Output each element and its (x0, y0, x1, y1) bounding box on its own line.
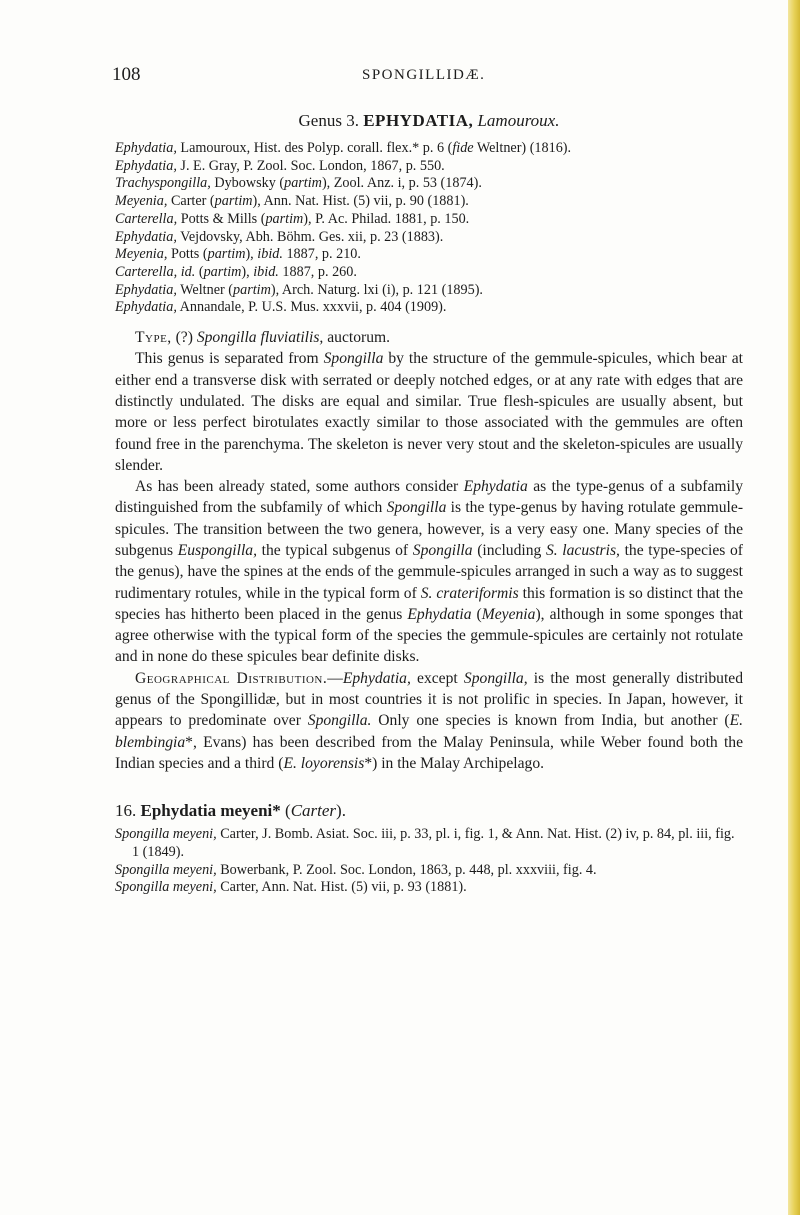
running-head (112, 64, 742, 86)
synonym-entry: Ephydatia, Weltner (partim), Arch. Naturg. lxi (i), p. 121 (1895). (115, 281, 483, 298)
species-number: 16. (115, 801, 137, 821)
page-content (115, 110, 743, 897)
synonym-entry: Ephydatia, J. E. Gray, P. Zool. Soc. London, 1867, p. 550. (115, 157, 445, 174)
type-paragraph: Type, (?) Spongilla fluviatilis, auctorum. (135, 329, 391, 347)
species-name: Ephydatia meyeni* (140, 801, 281, 821)
synonym-entry: Meyenia, Carter (partim), Ann. Nat. Hist. (5) vii, p. 90 (1881). (115, 193, 469, 210)
species-author: Carter (290, 801, 337, 821)
page-edge (788, 0, 800, 1215)
synonym-entry: Meyenia, Potts (partim), ibid. 1887, p. 210. (115, 246, 361, 263)
genus-heading (115, 110, 743, 132)
genus-synonymy (115, 140, 743, 317)
relationships-paragraph: As has been already stated, some authors consider Ephydatia as the type-genus of a subfamily distinguished from the subfamily of which Spongilla is the type-genus by having rotulate gemmule-spicules. The transition between the two genera, however, is a very easy one. Many species of the subgenus Euspongilla, the typical subgenus of Spongilla (including S. lacustris, the type-species of the genus), have the spines at the ends of the gemmule-spicules arranged in such a way as to suggest rudimentary rotules, while in the typical form of S. crateriformis this formation is so distinct that the species has hitherto been placed in the genus Ephydatia (Meyenia), although in some sponges that agree otherwise with the typical form of the species the gemmule-spicules are certainly not rotulate and in none do these spicules bear definite disks. (115, 478, 744, 666)
page-number: 108 (112, 64, 141, 85)
description-paragraph: This genus is separated from Spongilla by the structure of the gemmule-spicules, which bear at either end a transverse disk with serrated or deeply notched edges, or at any rate with edges that are distinctly undulated. The disks are equal and similar. True flesh-spicules are usually absent, but more or less perfect birotulates exactly similar to those associated with the gemmules are often found free in the parenchyma. The skeleton is never very stout and the skeleton-spicules are usually slender. (115, 350, 743, 474)
species-heading: 16. Ephydatia meyeni* (Carter). (115, 801, 346, 821)
synonym-entry: Trachyspongilla, Dybowsky (partim), Zool. Anz. i, p. 53 (1874). (115, 175, 482, 192)
species-synonym-entry: Spongilla meyeni, Bowerbank, P. Zool. Soc. London, 1863, p. 448, pl. xxxviii, fig. 4. (115, 861, 597, 878)
synonym-entry: Ephydatia, Annandale, P. U.S. Mus. xxxvii, p. 404 (1909). (115, 299, 447, 316)
running-title: SPONGILLIDÆ. (362, 67, 486, 83)
distribution-paragraph: Geographical Distribution.—Ephydatia, except Spongilla, is the most generally distributed genus of the Spongillidæ, but in most countries it is not prolific in species. In Japan, however, it appears to predominate over Spongilla. Only one species is known from India, but another (E. blembingia*, Evans) has been described from the Malay Peninsula, while Weber found both the Indian species and a third (E. loyorensis*) in the Malay Archipelago. (115, 669, 743, 772)
species-synonym-entry: Spongilla meyeni, Carter, Ann. Nat. Hist. (5) vii, p. 93 (1881). (115, 879, 467, 896)
synonym-entry: Ephydatia, Vejdovsky, Abh. Böhm. Ges. xii, p. 23 (1883). (115, 228, 444, 245)
genus-prefix: Genus 3. (298, 111, 359, 130)
genus-author: Lamouroux. (477, 111, 560, 130)
genus-name: EPHYDATIA, (363, 111, 474, 130)
synonym-entry: Ephydatia, Lamouroux, Hist. des Polyp. corall. flex.* p. 6 (fide Weltner) (1816). (115, 140, 572, 156)
species-synonymy (115, 826, 743, 897)
species-synonym-entry: Spongilla meyeni, Carter, J. Bomb. Asiat. Soc. iii, p. 33, pl. i, fig. 1, & Ann. Nat. Hist. (2) iv, p. 84, pl. iii, fig. 1 (1849). (115, 826, 735, 860)
synonym-entry: Carterella, id. (partim), ibid. 1887, p. 260. (115, 263, 357, 280)
synonym-entry: Carterella, Potts & Mills (partim), P. Ac. Philad. 1881, p. 150. (115, 210, 470, 227)
